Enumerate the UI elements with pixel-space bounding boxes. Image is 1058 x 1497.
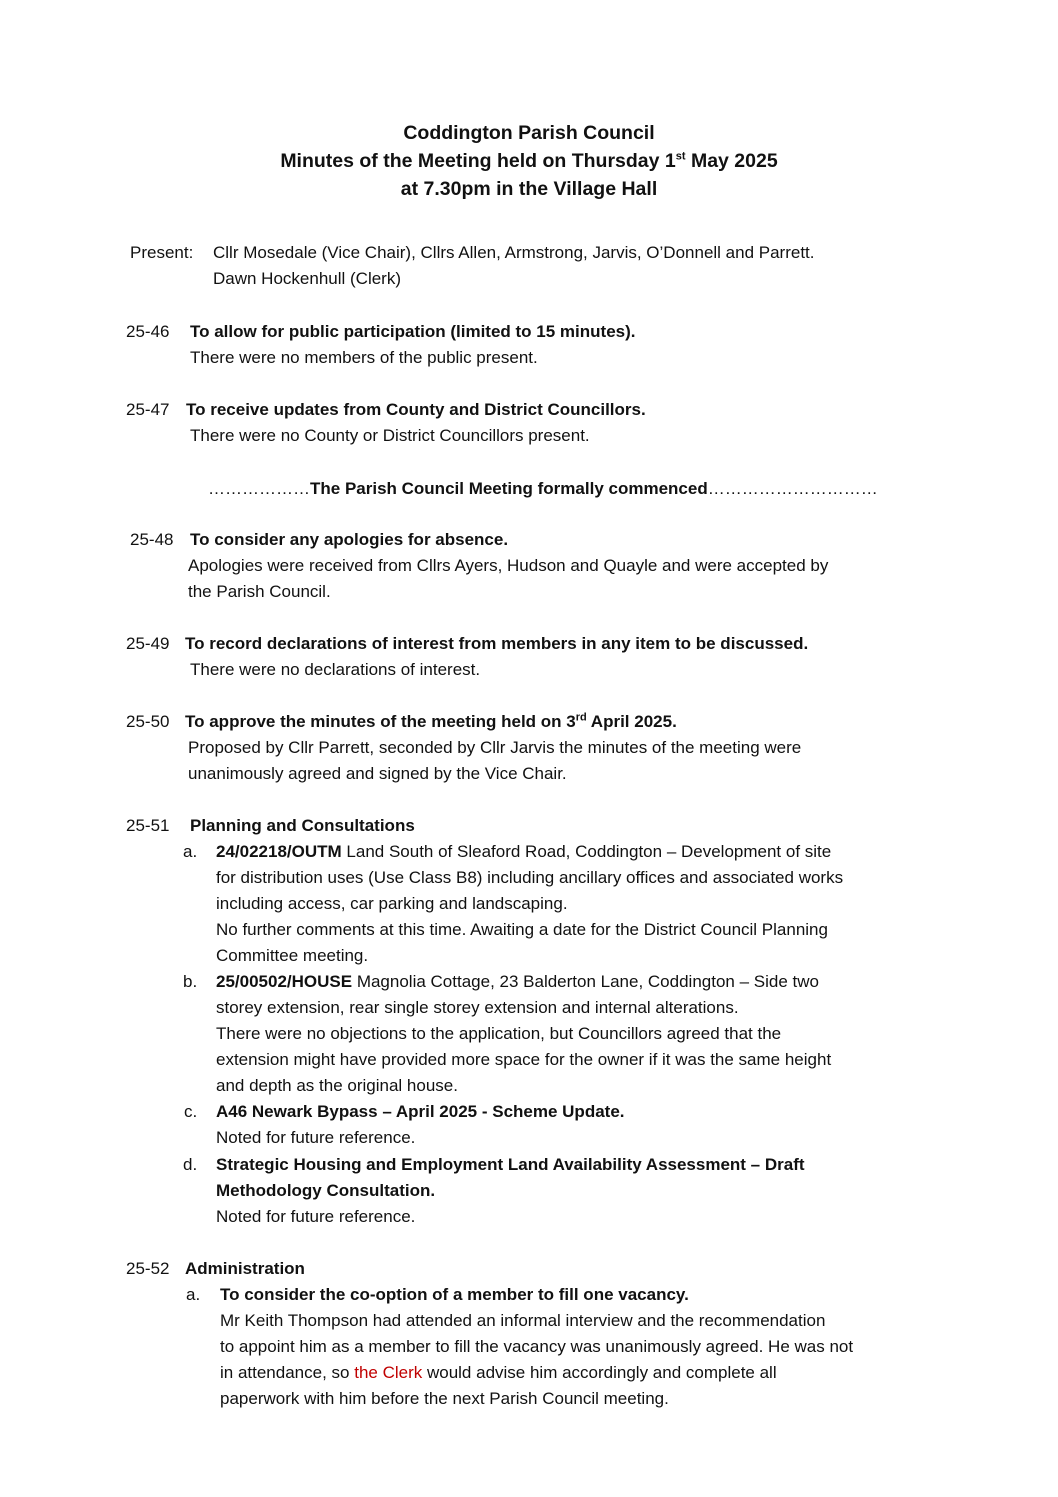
item-text: There were no declarations of interest. [190,660,481,679]
item-text: Proposed by Cllr Parrett, seconded by Cllr Jarvis the minutes of the meeting were [188,738,802,757]
item-text: There were no objections to the application, but Councillors agreed that the [216,1024,782,1043]
list-letter: a. [186,1285,201,1304]
present-label: Present: [130,243,194,262]
item-text: for distribution uses (Use Class B8) including ancillary offices and associated works [216,868,844,887]
item-number: 25-48 [130,530,174,549]
meeting-commenced-line: ………………The Parish Council Meeting formally commenced………………………… [208,479,878,498]
list-letter: c. [184,1102,198,1121]
item-text: in attendance, so the Clerk would advise him accordingly and complete all [220,1363,777,1382]
council-name: Coddington Parish Council [403,122,655,144]
item-heading: To approve the minutes of the meeting held on 3rd April 2025. [185,711,677,731]
item-heading: To record declarations of interest from members in any item to be discussed. [185,634,809,653]
item-heading: To allow for public participation (limited to 15 minutes). [190,322,636,341]
planning-item-c: A46 Newark Bypass – April 2025 - Scheme Update. [216,1102,625,1121]
planning-item-d: Strategic Housing and Employment Land Availability Assessment – Draft [216,1155,805,1174]
clerk-highlight: the Clerk [354,1363,423,1382]
item-text: to appoint him as a member to fill the vacancy was unanimously agreed. He was not [220,1337,854,1356]
list-letter: d. [183,1155,198,1174]
item-text: Committee meeting. [216,946,369,965]
present-clerk: Dawn Hockenhull (Clerk) [213,269,402,288]
list-letter: b. [183,972,198,991]
item-text: Noted for future reference. [216,1128,416,1147]
item-number: 25-51 [126,816,170,835]
item-text: storey extension, rear single storey extension and internal alterations. [216,998,739,1017]
item-heading: To receive updates from County and District Councillors. [186,400,646,419]
admin-item-a: To consider the co-option of a member to fill one vacancy. [220,1285,689,1304]
planning-item-a: 24/02218/OUTM Land South of Sleaford Road, Coddington – Development of site [216,842,832,861]
item-number: 25-50 [126,712,170,731]
present-members: Cllr Mosedale (Vice Chair), Cllrs Allen, Armstrong, Jarvis, O’Donnell and Parrett. [213,243,815,262]
item-text: unanimously agreed and signed by the Vice Chair. [188,764,567,783]
document-title [0,119,1058,203]
item-text: extension might have provided more space for the owner if it was the same height [216,1050,832,1069]
list-letter: a. [183,842,198,861]
meeting-date-line: Minutes of the Meeting held on Thursday 1st May 2025 [280,150,778,172]
item-text: paperwork with him before the next Parish Council meeting. [220,1389,669,1408]
item-heading: Planning and Consultations [190,816,415,835]
item-text: including access, car parking and landscaping. [216,894,568,913]
item-heading: To consider any apologies for absence. [190,530,509,549]
item-text: Apologies were received from Cllrs Ayers, Hudson and Quayle and were accepted by [188,556,829,575]
item-text: There were no members of the public present. [190,348,538,367]
item-number: 25-46 [126,322,170,341]
item-text: the Parish Council. [188,582,331,601]
meeting-venue-line: at 7.30pm in the Village Hall [400,178,658,200]
item-text: There were no County or District Councillors present. [190,426,590,445]
item-number: 25-52 [126,1259,170,1278]
item-number: 25-47 [126,400,170,419]
item-text: Noted for future reference. [216,1207,416,1226]
planning-item-b: 25/00502/HOUSE Magnolia Cottage, 23 Balderton Lane, Coddington – Side two [216,972,819,991]
item-number: 25-49 [126,634,170,653]
item-text: and depth as the original house. [216,1076,458,1095]
planning-item-d-cont: Methodology Consultation. [216,1181,436,1200]
item-heading: Administration [185,1259,305,1278]
item-text: Mr Keith Thompson had attended an informal interview and the recommendation [220,1311,826,1330]
item-text: No further comments at this time. Awaiting a date for the District Council Planning [216,920,828,939]
